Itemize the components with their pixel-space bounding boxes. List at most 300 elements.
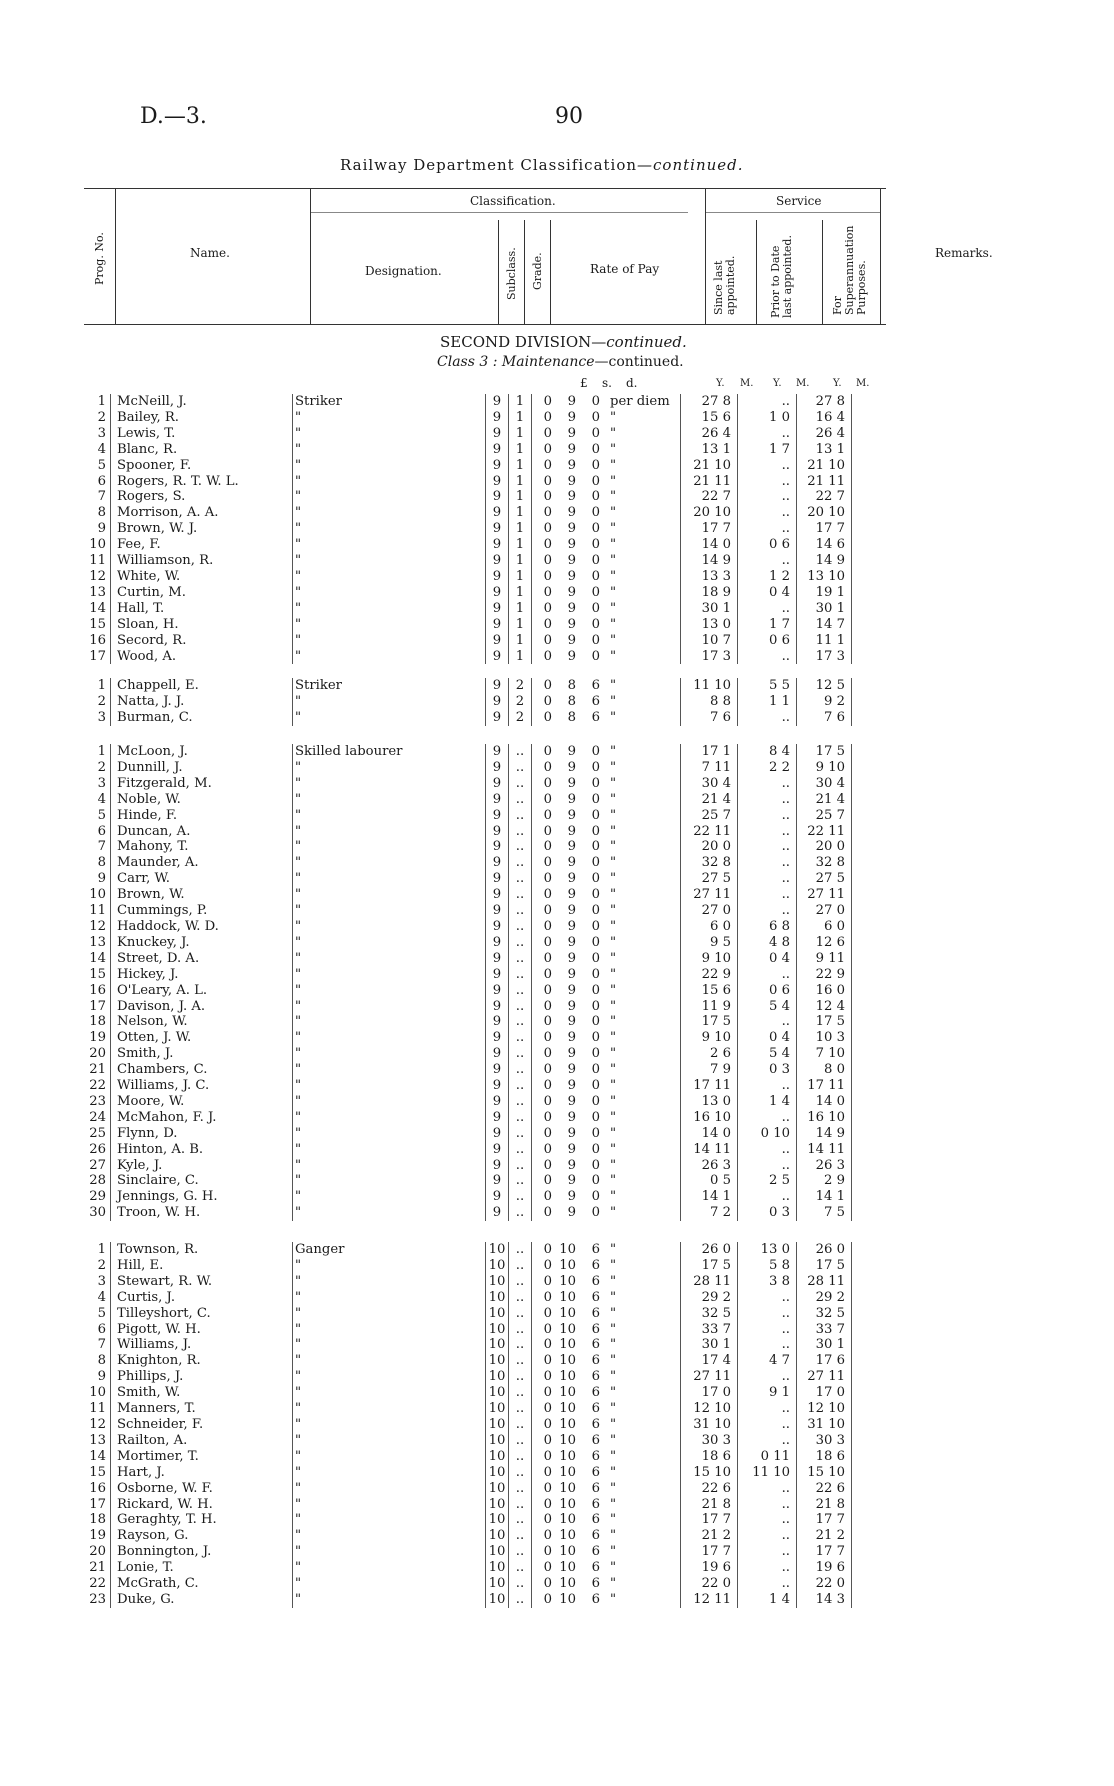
subclass-cell: 9 [486,1030,509,1046]
grade-cell: .. [509,1274,532,1290]
prior-service-cell: 6 8 [738,919,797,935]
pence-cell: 0 [591,1078,600,1094]
designation-cell: " [293,710,486,726]
pence-cell: 0 [591,1205,600,1221]
grade-cell: .. [509,935,532,951]
shillings-cell: 9 [567,616,576,632]
per-cell: " [610,903,617,919]
pence-cell: 6 [591,1464,600,1480]
per-cell: " [610,1512,617,1528]
subclass-cell: 10 [486,1481,509,1497]
pence-cell: 0 [591,1046,600,1062]
designation-cell: " [293,1306,486,1322]
per-cell: " [610,425,617,441]
per-cell: " [610,1480,617,1496]
prior-service-cell: .. [738,474,797,490]
pounds-cell: 0 [532,983,557,999]
pounds-unit: £ [580,376,588,390]
designation-cell: " [293,919,486,935]
since-appointed-cell: 7 6 [681,710,738,726]
per-cell: per diem [610,394,670,409]
designation-cell: Striker [293,678,486,694]
since-appointed-cell: 7 2 [681,1205,738,1221]
subclass-cell: 9 [486,839,509,855]
classification-header: Classification. [470,194,556,208]
since-appointed-cell: 10 7 [681,633,738,649]
prior-service-cell: 0 6 [738,537,797,553]
superannuation-cell: 14 3 [797,1592,852,1608]
prog-no-cell: 16 [89,1480,106,1496]
table-row [88,1337,852,1353]
shillings-cell: 10 [559,1273,576,1289]
shillings-cell: 10 [559,1257,576,1273]
since-appointed-cell: 12 10 [681,1401,738,1417]
pounds-cell: 0 [532,1512,557,1528]
per-cell: " [610,1014,617,1030]
prior-service-cell: .. [738,1158,797,1174]
prog-no-cell: 25 [89,1125,106,1141]
designation-cell: " [293,1353,486,1369]
prog-no-cell: 10 [89,537,106,553]
prog-no-cell: 11 [89,903,106,919]
designation-cell: " [293,1465,486,1481]
prior-service-cell: .. [738,1560,797,1576]
per-cell: " [610,1591,617,1607]
since-appointed-cell: 15 6 [681,983,738,999]
since-appointed-cell: 21 11 [681,474,738,490]
pounds-cell: 0 [532,426,557,442]
pence-cell: 6 [591,1512,600,1528]
grade-cell: .. [509,760,532,776]
name-cell: Kyle, J. [111,1158,293,1174]
name-cell: Schneider, F. [111,1417,293,1433]
pence-cell: 0 [591,1141,600,1157]
table-row [88,808,852,824]
designation-cell: " [293,1369,486,1385]
subclass-cell: 9 [486,999,509,1015]
superannuation-cell: 30 1 [797,1337,852,1353]
name-cell: Flynn, D. [111,1126,293,1142]
name-cell: Hart, J. [111,1465,293,1481]
superannuation-cell: 31 10 [797,1417,852,1433]
prior-service-cell: .. [738,1512,797,1528]
pounds-cell: 0 [532,1046,557,1062]
grade-cell: .. [509,967,532,983]
name-cell: Curtis, J. [111,1290,293,1306]
table-row [88,760,852,776]
superannuation-cell: 19 6 [797,1560,852,1576]
pounds-cell: 0 [532,1322,557,1338]
table-row [88,633,852,649]
pounds-cell: 0 [532,1242,557,1258]
subclass-cell: 9 [486,1126,509,1142]
prog-no-cell: 18 [89,1014,106,1030]
superannuation-cell: 20 0 [797,839,852,855]
grade-cell: .. [509,1369,532,1385]
shillings-cell: 9 [567,489,576,505]
shillings-cell: 9 [567,855,576,871]
pounds-cell: 0 [532,489,557,505]
designation-cell: " [293,1078,486,1094]
superannuation-cell: 6 0 [797,919,852,935]
pence-cell: 6 [591,1305,600,1321]
prog-no-cell: 30 [89,1205,106,1221]
designation-cell: " [293,1385,486,1401]
designation-cell: " [293,1337,486,1353]
table-row [88,649,852,665]
table-row [88,1110,852,1126]
shillings-cell: 9 [567,823,576,839]
designation-cell: " [293,1062,486,1078]
superannuation-cell: 28 11 [797,1274,852,1290]
subclass-cell: 9 [486,919,509,935]
name-cell: Noble, W. [111,792,293,808]
shillings-cell: 10 [559,1242,576,1257]
table-row [88,744,852,760]
per-cell: " [610,855,617,871]
pounds-cell: 0 [532,1126,557,1142]
prog-no-cell: 15 [89,966,106,982]
per-cell: " [610,1496,617,1512]
since-appointed-cell: 25 7 [681,808,738,824]
subclass-cell: 10 [486,1465,509,1481]
pence-cell: 6 [591,709,600,725]
prior-service-cell: .. [738,1481,797,1497]
prog-no-cell: 22 [89,1576,106,1592]
per-cell: " [610,678,617,693]
pence-cell: 6 [591,1385,600,1401]
name-cell: Williamson, R. [111,553,293,569]
prior-service-cell: 2 2 [738,760,797,776]
pence-cell: 0 [591,998,600,1014]
per-cell: " [610,1448,617,1464]
pence-cell: 6 [591,1416,600,1432]
pence-cell: 0 [591,744,600,759]
designation-cell: " [293,617,486,633]
name-cell: Mortimer, T. [111,1449,293,1465]
pounds-cell: 0 [532,1110,557,1126]
pounds-cell: 0 [532,1433,557,1449]
per-cell: " [610,1401,617,1417]
shillings-cell: 10 [559,1432,576,1448]
table-row [88,553,852,569]
pence-cell: 0 [591,457,600,473]
years-unit: Y. [833,378,842,389]
per-cell: " [610,473,617,489]
prior-service-cell: .. [738,521,797,537]
pounds-cell: 0 [532,537,557,553]
shillings-cell: 9 [567,409,576,425]
shillings-cell: 9 [567,871,576,887]
grade-cell: 1 [509,601,532,617]
prog-no-cell: 12 [89,568,106,584]
designation-cell: " [293,1158,486,1174]
name-cell: Williams, J. [111,1337,293,1353]
name-cell: Mahony, T. [111,839,293,855]
table-row [88,1385,852,1401]
shillings-cell: 10 [559,1448,576,1464]
designation-cell: " [293,887,486,903]
prior-service-cell: 1 0 [738,410,797,426]
prior-service-cell: 1 4 [738,1592,797,1608]
grade-cell: .. [509,1528,532,1544]
prior-service-cell: 9 1 [738,1385,797,1401]
shillings-cell: 9 [567,903,576,919]
shillings-cell: 10 [559,1353,576,1369]
pounds-cell: 0 [532,1449,557,1465]
prior-service-cell: 5 4 [738,999,797,1015]
prog-no-cell: 20 [89,1046,106,1062]
per-cell: " [610,775,617,791]
designation-cell: " [293,410,486,426]
prior-service-cell: .. [738,1014,797,1030]
subclass-cell: 9 [486,537,509,553]
pounds-cell: 0 [532,1528,557,1544]
prog-no-cell: 22 [89,1078,106,1094]
shillings-cell: 9 [567,632,576,648]
subclass-cell: 9 [486,1094,509,1110]
prog-no-cell: 1 [97,678,106,693]
table-row [88,1417,852,1433]
since-appointed-cell: 31 10 [681,1417,738,1433]
shillings-cell: 9 [567,791,576,807]
prog-no-cell: 16 [89,632,106,648]
prior-service-cell: 0 3 [738,1062,797,1078]
prior-service-cell: .. [738,489,797,505]
table-row [88,1142,852,1158]
pounds-cell: 0 [532,1274,557,1290]
pounds-cell: 0 [532,1337,557,1353]
table-row [88,1433,852,1449]
pence-cell: 0 [591,473,600,489]
table-row [88,617,852,633]
prog-no-cell: 8 [97,505,106,521]
grade-cell: 2 [509,678,532,694]
superannuation-cell: 17 5 [797,744,852,760]
pounds-cell: 0 [532,1205,557,1221]
per-cell: " [610,1141,617,1157]
per-cell: " [610,584,617,600]
pence-cell: 0 [591,1014,600,1030]
shillings-cell: 10 [559,1496,576,1512]
per-cell: " [610,616,617,632]
designation-cell: " [293,1094,486,1110]
grade-cell: .. [509,1290,532,1306]
table-row [88,1158,852,1174]
prior-service-cell: .. [738,601,797,617]
table-row [88,1528,852,1544]
grade-cell: .. [509,999,532,1015]
grade-cell: .. [509,919,532,935]
subclass-cell: 9 [486,967,509,983]
prog-no-cell: 2 [97,693,106,709]
table-row [88,887,852,903]
table-row [88,474,852,490]
pounds-cell: 0 [532,951,557,967]
grade-cell: .. [509,1322,532,1338]
pounds-cell: 0 [532,935,557,951]
prior-service-cell: 5 4 [738,1046,797,1062]
pounds-cell: 0 [532,458,557,474]
per-cell: " [610,709,617,725]
pence-cell: 0 [591,966,600,982]
subclass-header: Subclass. [505,247,518,300]
subclass-cell: 9 [486,1110,509,1126]
prior-service-cell: .. [738,776,797,792]
prior-service-cell: .. [738,887,797,903]
superannuation-cell: 10 3 [797,1030,852,1046]
shillings-cell: 9 [567,457,576,473]
since-appointed-cell: 17 0 [681,1385,738,1401]
since-appointed-cell: 22 0 [681,1576,738,1592]
per-cell: " [610,1046,617,1062]
prog-no-cell: 13 [89,934,106,950]
pence-cell: 0 [591,553,600,569]
table-row [88,1274,852,1290]
name-cell: Blanc, R. [111,442,293,458]
prior-service-cell: .. [738,1142,797,1158]
superannuation-cell: 16 0 [797,983,852,999]
table-row [88,442,852,458]
designation-cell: " [293,760,486,776]
since-appointed-cell: 2 6 [681,1046,738,1062]
table-row [88,489,852,505]
shillings-cell: 9 [567,521,576,537]
superannuation-cell: 11 1 [797,633,852,649]
per-cell: " [610,1125,617,1141]
designation-cell: " [293,1274,486,1290]
grade-cell: 1 [509,394,532,410]
subclass-cell: 10 [486,1433,509,1449]
pounds-cell: 0 [532,1173,557,1189]
shillings-cell: 8 [567,693,576,709]
prog-no-cell: 13 [89,584,106,600]
designation-cell: " [293,967,486,983]
pounds-cell: 0 [532,1290,557,1306]
prog-no-cell: 11 [89,553,106,569]
since-appointed-cell: 9 10 [681,1030,738,1046]
subclass-cell: 9 [486,694,509,710]
staff-group-table [88,678,852,726]
superannuation-cell: 32 5 [797,1306,852,1322]
subclass-cell: 9 [486,887,509,903]
since-appointed-cell: 17 7 [681,521,738,537]
since-appointed-cell: 20 0 [681,839,738,855]
per-cell: " [610,1416,617,1432]
pounds-cell: 0 [532,903,557,919]
since-header: Since last appointed. [712,255,737,315]
shillings-cell: 9 [567,1157,576,1173]
since-appointed-cell: 26 0 [681,1242,738,1258]
pounds-cell: 0 [532,394,557,410]
per-cell: " [610,759,617,775]
staff-group-table [88,394,852,664]
name-cell: Lonie, T. [111,1560,293,1576]
grade-cell: .. [509,1014,532,1030]
designation-cell: " [293,1560,486,1576]
superannuation-cell: 25 7 [797,808,852,824]
designation-cell: " [293,1142,486,1158]
shillings-cell: 9 [567,1078,576,1094]
prog-no-cell: 14 [89,600,106,616]
designation-cell: " [293,649,486,665]
shillings-cell: 10 [559,1591,576,1607]
per-cell: " [610,1062,617,1078]
name-cell: Rickard, W. H. [111,1497,293,1513]
pounds-cell: 0 [532,710,557,726]
name-cell: McLoon, J. [111,744,293,760]
grade-cell: .. [509,1401,532,1417]
subclass-cell: 10 [486,1290,509,1306]
shillings-cell: 9 [567,807,576,823]
table-row [88,1369,852,1385]
shillings-cell: 10 [559,1305,576,1321]
prior-service-cell: 1 4 [738,1094,797,1110]
prior-service-cell: .. [738,1417,797,1433]
grade-cell: 1 [509,537,532,553]
name-cell: Hinton, A. B. [111,1142,293,1158]
since-appointed-cell: 22 6 [681,1481,738,1497]
designation-cell: " [293,633,486,649]
pence-cell: 0 [591,648,600,664]
subclass-cell: 10 [486,1560,509,1576]
name-cell: Chambers, C. [111,1062,293,1078]
since-appointed-cell: 30 3 [681,1433,738,1449]
pence-cell: 6 [591,1353,600,1369]
shillings-cell: 10 [559,1464,576,1480]
prog-no-cell: 2 [97,409,106,425]
per-cell: " [610,887,617,903]
per-cell: " [610,1544,617,1560]
name-cell: Pigott, W. H. [111,1322,293,1338]
since-appointed-cell: 7 11 [681,760,738,776]
grade-cell: .. [509,1449,532,1465]
subclass-cell: 9 [486,1142,509,1158]
prog-no-cell: 17 [89,1496,106,1512]
per-cell: " [610,693,617,709]
subclass-cell: 10 [486,1497,509,1513]
pounds-cell: 0 [532,694,557,710]
class-title: Class 3 : Maintenance—continued. [437,354,684,370]
pounds-cell: 0 [532,1544,557,1560]
since-appointed-cell: 30 1 [681,1337,738,1353]
shillings-cell: 9 [567,887,576,903]
per-cell: " [610,823,617,839]
per-cell: " [610,648,617,664]
subclass-cell: 10 [486,1401,509,1417]
superannuation-cell: 21 8 [797,1497,852,1513]
table-row [88,1592,852,1608]
pounds-cell: 0 [532,1306,557,1322]
subclass-cell: 10 [486,1322,509,1338]
name-cell: Carr, W. [111,871,293,887]
designation-cell: " [293,1449,486,1465]
prior-service-cell: 13 0 [738,1242,797,1258]
subclass-cell: 10 [486,1417,509,1433]
pounds-cell: 0 [532,855,557,871]
superannuation-cell: 9 11 [797,951,852,967]
grade-cell: 1 [509,474,532,490]
prior-service-cell: 5 8 [738,1258,797,1274]
name-cell: Duke, G. [111,1592,293,1608]
since-appointed-cell: 30 4 [681,776,738,792]
shillings-cell: 9 [567,759,576,775]
designation-cell: " [293,1014,486,1030]
table-row [88,1078,852,1094]
superannuation-cell: 21 11 [797,474,852,490]
since-appointed-cell: 27 11 [681,1369,738,1385]
pence-cell: 0 [591,903,600,919]
